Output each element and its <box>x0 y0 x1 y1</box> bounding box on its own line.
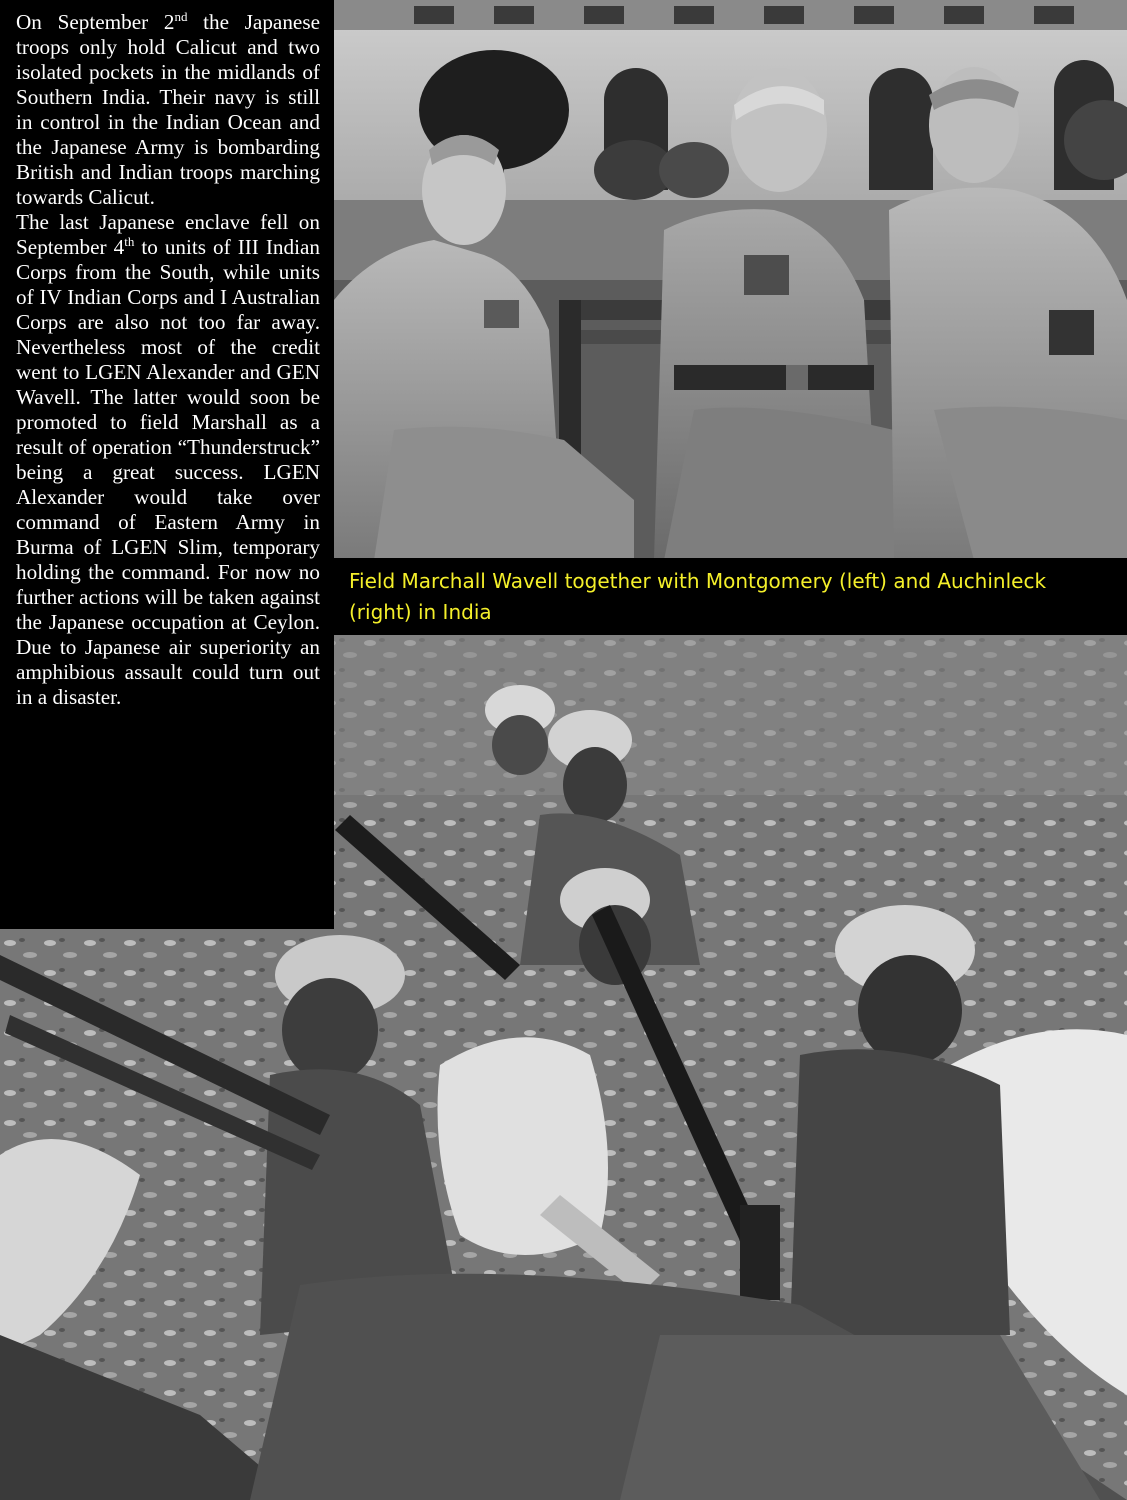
generals-photo-image <box>334 0 1127 560</box>
caption-band <box>334 558 1127 640</box>
paragraph-1-rest: the Japanese troops only hold Calicut and two isolated pockets in the midlands of Southern India. Their navy is still in control in the Indian Ocean and the Japanese Army is bombarding British and Indian troops marching towards Calicut. <box>16 10 320 209</box>
paragraph-1 <box>16 10 320 210</box>
paragraph-1-ordinal: nd <box>174 8 188 24</box>
article-text <box>16 10 320 710</box>
paragraph-1-start: On September 2 <box>16 10 175 34</box>
text-panel <box>0 0 334 929</box>
generals-photo <box>334 0 1127 560</box>
paragraph-2-rest: to units of III Indian Corps from the South, while units of IV Indian Corps and I Australian Corps are also not too far away. Nevertheless most of the credit went to LGEN Alexander and GEN Wavell. The latter would soon be promoted to field Marshall as a result of operation “Thunderstruck” being a great success. LGEN Alexander would take over command of Eastern Army in Burma of LGEN Slim, temporary holding the command. For now no further actions will be taken against the Japanese occupation at Ceylon. Due to Japanese air superiority an amphibious assault could turn out in a disaster. <box>16 235 320 709</box>
paragraph-2-ordinal: th <box>124 233 135 249</box>
paragraph-2-start: The last Japanese enclave fell on September 4 <box>16 210 320 259</box>
paragraph-2 <box>16 210 320 710</box>
photo-caption: Field Marchall Wavell together with Montgomery (left) and Auchinleck (right) in India <box>349 569 1047 624</box>
